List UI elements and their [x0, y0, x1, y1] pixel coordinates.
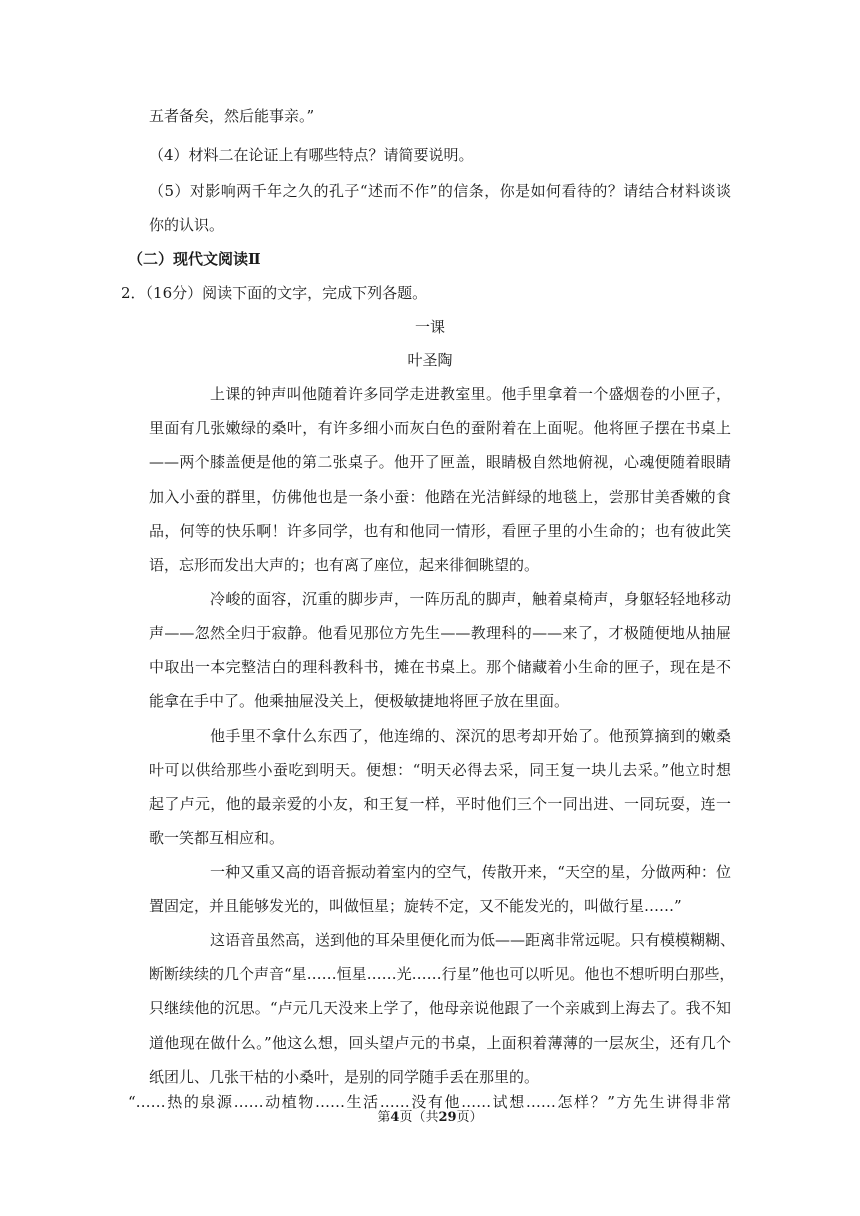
paragraph-line: 能拿在手中了。他乘抽屉没关上，便极敏捷地将匣子放在里面。 — [149, 692, 570, 710]
paragraph-line: ——两个膝盖便是他的第二张桌子。他开了匣盖，眼睛极自然地俯视，心魂便随着眼睛 — [149, 453, 731, 471]
footer-suffix: 页） — [456, 1110, 483, 1125]
paragraph-line: 冷峻的面容，沉重的脚步声，一阵历乱的脚声，触着桌椅声，身躯轻轻地移动 — [210, 590, 731, 608]
paragraph-line: 道他现在做什么。”他这么想，回头望卢元的书桌，上面积着薄薄的一层灰尘，还有几个 — [149, 1034, 731, 1052]
paragraph-line: 只继续他的沉思。“卢元几天没来上学了，他母亲说他跟了一个亲戚到上海去了。我不知 — [149, 999, 731, 1017]
paragraph-line: 一种又重又高的语音振动着室内的空气，传散开来，“天空的星，分做两种：位 — [210, 863, 731, 881]
question-5-line-2: 你的认识。 — [149, 216, 225, 234]
paragraph-line: 语，忘形而发出大声的；也有离了座位，起来徘徊眺望的。 — [149, 556, 540, 574]
footer-prefix: 第 — [377, 1110, 391, 1125]
paragraph-line: 声——忽然全归于寂静。他看见那位方先生——教理科的——来了，才极随便地从抽屉 — [149, 624, 731, 642]
footer-middle: 页（共 — [399, 1110, 439, 1125]
paragraph-line: 起了卢元，他的最亲爱的小友，和王复一样，平时他们三个一同出进、一同玩耍，连一 — [149, 795, 731, 813]
paragraph-line: 纸团儿、几张干枯的小桑叶，是别的同学随手丢在那里的。 — [149, 1068, 540, 1086]
footer-page-number: 4 — [390, 1110, 400, 1125]
story-author: 叶圣陶 — [407, 351, 453, 369]
page-footer — [0, 1109, 860, 1127]
question-2-prompt: 2．（16分）阅读下面的文字，完成下列各题。 — [121, 284, 428, 302]
paragraph-line: 他手里不拿什么东西了，他连绵的、深沉的思考却开始了。他预算摘到的嫩桑 — [210, 727, 731, 745]
paragraph-line: 中取出一本完整洁白的理科教科书，摊在书桌上。那个储藏着小生命的匣子，现在是不 — [149, 658, 731, 676]
paragraph-line: 这语音虽然高，送到他的耳朵里便化而为低——距离非常远呢。只有模模糊糊、 — [210, 931, 736, 949]
paragraph-line: 品，何等的快乐啊！许多同学，也有和他同一情形，看匣子里的小生命的；也有彼此笑 — [149, 522, 731, 540]
section-heading: （二）现代文阅读Ⅱ — [128, 250, 261, 268]
paragraph-line: 里面有几张嫩绿的桑叶，有许多细小而灰白色的蚕附着在上面呢。他将匣子摆在书桌上 — [149, 419, 731, 437]
question-4: （4）材料二在论证上有哪些特点？请简要说明。 — [149, 146, 474, 164]
paragraph-line: 加入小蚕的群里，仿佛他也是一条小蚕：他踏在光洁鲜绿的地毯上，尝那甘美香嫩的食 — [149, 488, 731, 506]
question-5-line-1: （5）对影响两千年之久的孔子“述而不作”的信条，你是如何看待的？请结合材料谈谈 — [149, 182, 731, 200]
paragraph-line: 叶可以供给那些小蚕吃到明天。便想：“明天必得去采，同王复一块儿去采。”他立时想 — [149, 761, 731, 779]
paragraph-line: 置固定，并且能够发光的，叫做恒星；旋转不定，又不能发光的，叫做行星……” — [149, 897, 682, 915]
paragraph-line: 断断续续的几个声音“星……恒星……光……行星”他也可以听见。他也不想听明白那些， — [149, 965, 735, 983]
story-title: 一课 — [414, 318, 445, 336]
paragraph-line: 歌一笑都互相应和。 — [149, 829, 285, 847]
paragraph-line: 上课的钟声叫他随着许多同学走进教室里。他手里拿着一个盛烟卷的小匣子， — [210, 385, 731, 403]
footer-total-pages: 29 — [438, 1110, 457, 1125]
paragraph-line: “……热的泉源……动植物……生活……没有他……试想……怎样？”方先生讲得非常 — [128, 1093, 731, 1111]
q1-tail-line: 五者备矣，然后能事亲。” — [149, 107, 315, 125]
